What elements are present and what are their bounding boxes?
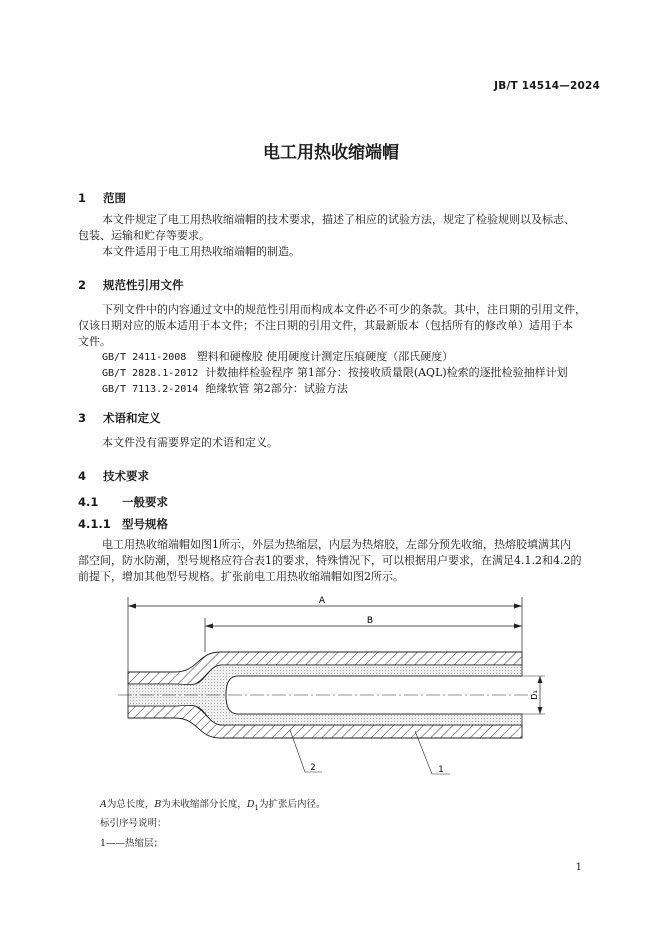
legend-item: 1——热缩层； [100, 838, 164, 849]
dimension-b [205, 616, 522, 652]
symbol-b: B [154, 799, 162, 810]
paragraph-line: 仅该日期对应的版本适用于本文件；不注日期的引用文件，其最新版本（包括所有的修改单）适用于本 [78, 319, 573, 332]
label-a: A [318, 596, 326, 606]
label-d1: D₁ [530, 690, 539, 700]
reference-code: GB/T 2828.1-2012 [102, 368, 199, 379]
paragraph-line: 本文件规定了电工用热收缩端帽的技术要求，描述了相应的试验方法，规定了检验规则以及标志、 [102, 213, 575, 226]
section-number: 1 [78, 191, 87, 205]
reference-title: 绝缘软管 第2部分：试验方法 [205, 382, 348, 395]
reference-title: 塑料和硬橡胶 使用硬度计测定压痕硬度（邵氏硬度） [196, 350, 454, 363]
page-number: 1 [575, 862, 582, 873]
reference-title: 计数抽样检验程序 第1部分：按接收质量限(AQL)检索的逐批检验抽样计划 [205, 366, 568, 379]
paragraph-line: 包装、运输和贮存等要求。 [78, 229, 210, 242]
figure-1-drawing [0, 590, 662, 790]
section-title: 型号规格 [122, 517, 168, 531]
section-number: 4 [78, 469, 87, 483]
reference-item [102, 365, 568, 382]
section-3-heading [78, 410, 161, 426]
section-1-heading [78, 190, 126, 206]
section-title: 一般要求 [122, 495, 168, 509]
caption-text: 为扩张后内径。 [258, 799, 326, 810]
document-title: 电工用热收缩端帽 [263, 143, 399, 163]
section-title: 规范性引用文件 [103, 278, 184, 292]
callout-label: 2 [310, 763, 316, 773]
section-number: 4.1 [78, 495, 99, 509]
callout-label: 1 [438, 765, 444, 775]
paragraph-line: 文件。 [78, 335, 111, 348]
section-title: 技术要求 [103, 469, 149, 483]
section-4-heading [78, 468, 149, 484]
paragraph-line: 部空间，防水防潮，型号规格应符合表1的要求，特殊情况下，可以根据用户要求，在满足4.1.2和4.2的 [78, 554, 582, 567]
paragraph-line: 前提下，增加其他型号规格。扩张前电工用热收缩端帽如图2所示。 [78, 570, 404, 583]
section-number: 2 [78, 278, 87, 292]
reference-item [102, 381, 348, 398]
legend-title: 标引序号说明： [100, 818, 167, 829]
caption-text: 为总长度， [106, 799, 155, 810]
paragraph-line: 下列文件中的内容通过文中的规范性引用而构成本文件必不可少的条款。其中，注日期的引用文件， [102, 303, 586, 316]
section-title: 术语和定义 [103, 411, 161, 425]
label-b: B [366, 616, 374, 626]
paragraph-line: 本文件适用于电工用热收缩端帽的制造。 [102, 245, 300, 258]
symbol-a: A [100, 799, 107, 810]
symbol-d: D [246, 799, 255, 810]
document-number: JB/T 14514—2024 [494, 80, 600, 92]
reference-code: GB/T 7113.2-2014 [102, 384, 199, 395]
subsection-4-1-heading [78, 494, 168, 510]
subsection-4-1-1-heading [78, 516, 168, 532]
section-2-heading [78, 277, 184, 293]
reference-item [102, 349, 453, 366]
section-title: 范围 [103, 191, 126, 205]
paragraph-line: 电工用热收缩端帽如图1所示，外层为热缩层，内层为热熔胶，左部分预先收缩，热熔胶填满其内 [102, 538, 571, 551]
section-number: 4.1.1 [78, 517, 111, 531]
figure-caption [100, 796, 326, 812]
paragraph-line: 本文件没有需要界定的术语和定义。 [102, 436, 278, 449]
symbol-d-subscript: 1 [254, 803, 259, 812]
section-number: 3 [78, 411, 87, 425]
caption-text: 为未收缩部分长度， [161, 799, 247, 810]
reference-code: GB/T 2411-2008 [102, 352, 187, 363]
